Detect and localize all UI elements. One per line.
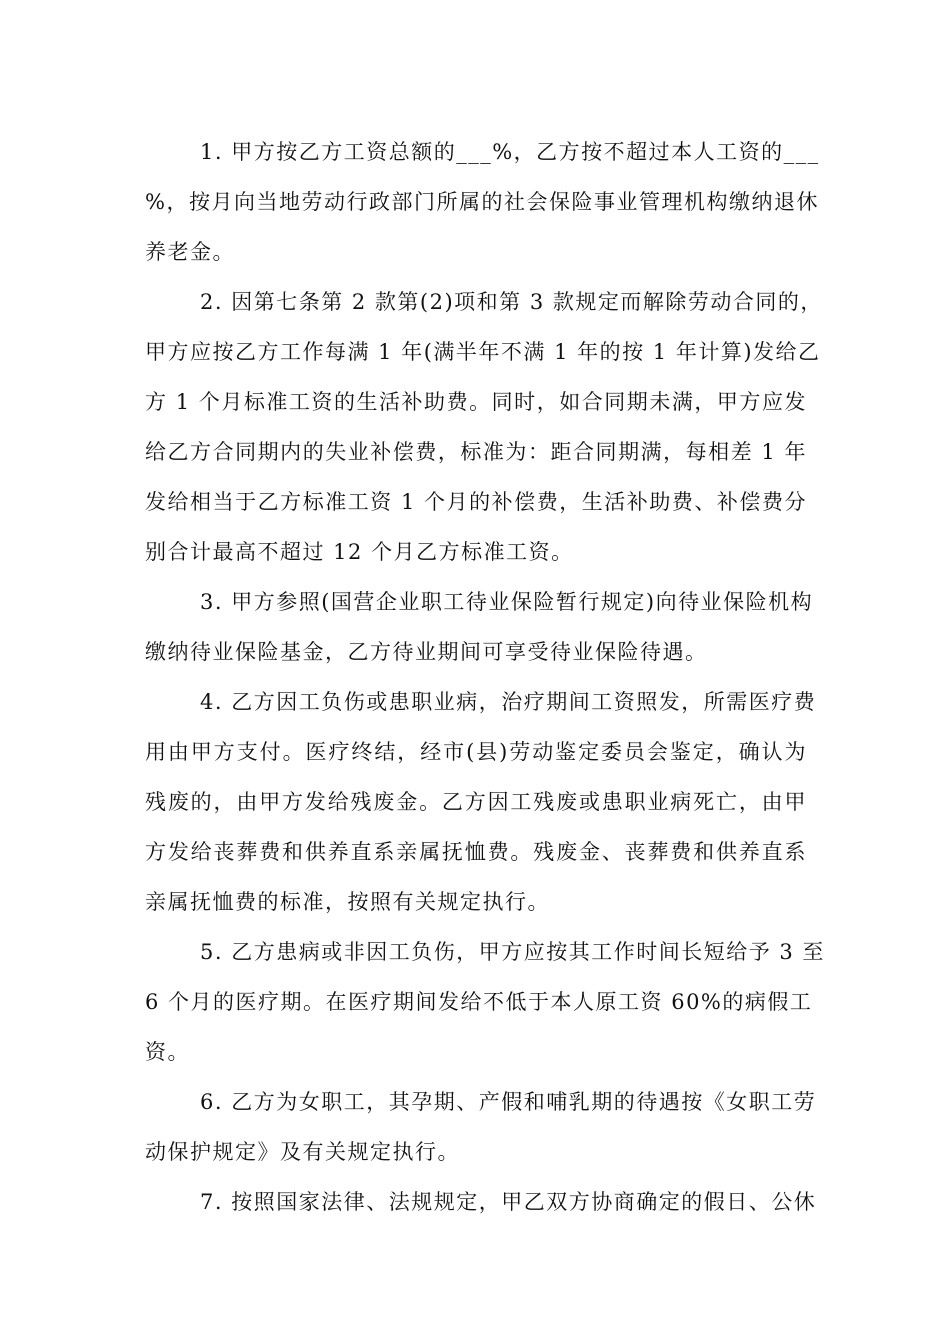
- text-line: 2. 因第七条第 2 款第(2)项和第 3 款规定而解除劳动合同的，: [200, 290, 823, 314]
- text-line: %，按月向当地劳动行政部门所属的社会保险事业管理机构缴纳退休: [145, 190, 819, 214]
- text-line: 用由甲方支付。医疗终结，经市(县)劳动鉴定委员会鉴定，确认为: [145, 740, 807, 764]
- text-line: 动保护规定》及有关规定执行。: [145, 1140, 460, 1164]
- text-line: 发给相当于乙方标准工资 1 个月的补偿费，生活补助费、补偿费分: [145, 490, 807, 514]
- text-line: 6. 乙方为女职工，其孕期、产假和哺乳期的待遇按《女职工劳: [200, 1090, 817, 1114]
- text-line: 甲方应按乙方工作每满 1 年(满半年不满 1 年的按 1 年计算)发给乙: [145, 340, 821, 364]
- text-line: 方发给丧葬费和供养直系亲属抚恤费。残废金、丧葬费和供养直系: [145, 840, 807, 864]
- text-line: 亲属抚恤费的标准，按照有关规定执行。: [145, 890, 550, 914]
- text-line: 给乙方合同期内的失业补偿费，标准为：距合同期满，每相差 1 年: [145, 440, 807, 464]
- text-line: 3. 甲方参照(国营企业职工待业保险暂行规定)向待业保险机构: [200, 590, 814, 614]
- text-line: 5. 乙方患病或非因工负伤，甲方应按其工作时间长短给予 3 至: [200, 940, 825, 964]
- text-line: 养老金。: [145, 240, 235, 264]
- text-line: 资。: [145, 1040, 190, 1064]
- text-line: 1. 甲方按乙方工资总额的___%，乙方按不超过本人工资的___: [200, 140, 820, 164]
- text-line: 别合计最高不超过 12 个月乙方标准工资。: [145, 540, 574, 564]
- text-line: 4. 乙方因工负伤或患职业病，治疗期间工资照发，所需医疗费: [200, 690, 817, 714]
- text-line: 方 1 个月标准工资的生活补助费。同时，如合同期未满，甲方应发: [145, 390, 807, 414]
- text-line: 7. 按照国家法律、法规规定，甲乙双方协商确定的假日、公休: [200, 1190, 817, 1214]
- text-line: 残废的，由甲方发给残废金。乙方因工残废或患职业病死亡，由甲: [145, 790, 807, 814]
- text-line: 6 个月的医疗期。在医疗期间发给不低于本人原工资 60%的病假工: [145, 990, 813, 1014]
- text-line: 缴纳待业保险基金，乙方待业期间可享受待业保险待遇。: [145, 640, 708, 664]
